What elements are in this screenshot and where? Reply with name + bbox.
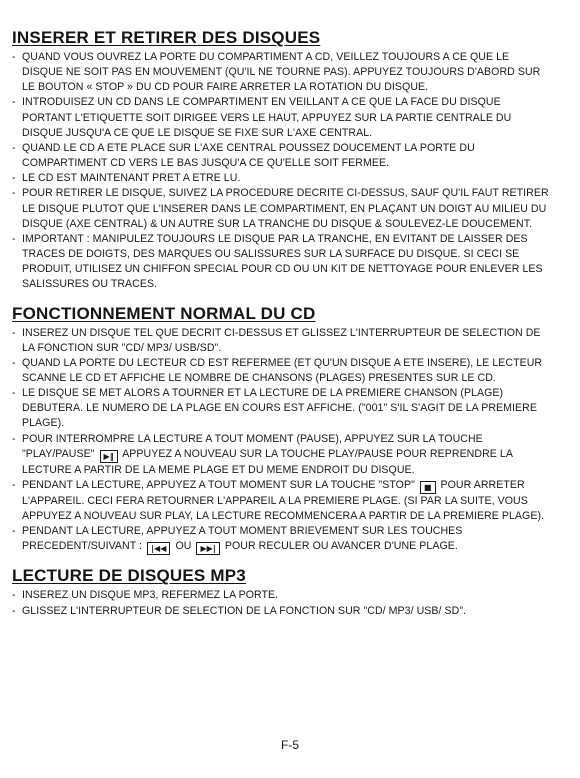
section-normal-operation xyxy=(12,304,550,556)
list-item xyxy=(12,478,550,524)
page-number: F-5 xyxy=(281,738,299,752)
list-item: - INSEREZ UN DISQUE TEL QUE DECRIT CI-DESSUS ET GLISSEZ L'INTERRUPTEUR DE SELECTION DE LA FONCTION SUR "CD/ MP3/ USB/SD". xyxy=(12,326,550,356)
list-item: - QUAND VOUS OUVREZ LA PORTE DU COMPARTIMENT A CD, VEILLEZ TOUJOURS A CE QUE LE DISQUE NE SOIT PAS EN MOUVEMENT (QU'IL NE TOURNE PAS). APPUYEZ TOUJOURS D'ABORD SUR LE BOUTON « STOP » DU CD POUR FAIRE ARRETER LA ROTATION DU DISQUE. xyxy=(12,50,550,95)
section-title: FONCTIONNEMENT NORMAL DU CD xyxy=(12,303,316,323)
list-item: - QUAND LE CD A ETE PLACE SUR L'AXE CENTRAL POUSSEZ DOUCEMENT LA PORTE DU COMPARTIMENT CD VERS LE BAS JUSQU'A CE QU'ELLE SOIT FERMEE. xyxy=(12,141,550,171)
instruction-list xyxy=(12,588,550,618)
list-item xyxy=(12,432,550,478)
item-text: POUR INTERROMPRE LA LECTURE A TOUT MOMENT (PAUSE), APPUYEZ SUR LA TOUCHE "PLAY/PAUSE" xyxy=(22,432,483,460)
list-item: - INSEREZ UN DISQUE MP3, REFERMEZ LA PORTE. xyxy=(12,588,550,603)
list-item: - LE DISQUE SE MET ALORS A TOURNER ET LA LECTURE DE LA PREMIERE CHANSON (PLAGE) DEBUTERA. LE NUMERO DE LA PLAGE EN COURS EST AFFICHE. ("001" S'IL S'AGIT DE LA PREMIERE PLAGE). xyxy=(12,386,550,431)
list-item: - IMPORTANT : MANIPULEZ TOUJOURS LE DISQUE PAR LA TRANCHE, EN EVITANT DE LAISSER DES TRACES DE DOIGTS, DES MARQUES OU SALISSURES SUR LA SURFACE DU DISQUE. SI CECI SE PRODUIT, UTILISEZ UN CHIFFON SPECIAL POUR CD OU UN KIT DE NETTOYAGE POUR ENLEVER LES SALISSURES OU TRACES. xyxy=(12,232,550,293)
next-track-icon: ▶▶| xyxy=(196,542,219,555)
list-item: - POUR RETIRER LE DISQUE, SUIVEZ LA PROCEDURE DECRITE CI-DESSUS, SAUF QU'IL FAUT RETIRER LE DISQUE PLUTOT QUE L'INSERER DANS LE COMPARTIMENT, EN PLAÇANT UN DOIGT AU MILIEU DU DISQUE (AXE CENTRAL) & UN AUTRE SUR LA TRANCHE DU DISQUE & SOULEVEZ-LE DOUCEMENT. xyxy=(12,186,550,231)
list-item: - LE CD EST MAINTENANT PRET A ETRE LU. xyxy=(12,171,550,186)
list-item: - QUAND LA PORTE DU LECTEUR CD EST REFERMEE (ET QU'UN DISQUE A ETE INSERE), LE LECTEUR SCANNE LE CD ET AFFICHE LE NOMBRE DE CHANSONS (PLAGES) PRESENTES SUR LE CD. xyxy=(12,356,550,386)
item-text: POUR RECULER OU AVANCER D'UNE PLAGE. xyxy=(224,540,458,553)
previous-track-icon: |◀◀ xyxy=(147,542,170,555)
item-text: APPUYEZ A NOUVEAU SUR LA TOUCHE PLAY/PAUSE POUR REPRENDRE LA LECTURE A PARTIR DE LA MEME PLAGE ET DU MEME ENDROIT DU DISQUE. xyxy=(22,447,513,476)
instruction-list xyxy=(12,50,550,293)
list-item: - INTRODUISEZ UN CD DANS LE COMPARTIMENT EN VEILLANT A CE QUE LA FACE DU DISQUE PORTANT L'ETIQUETTE SOIT DIRIGEE VERS LE HAUT, APPUYEZ SUR LA PARTIE CENTRALE DU DISQUE JUSQU'A CE QUE LE DISQUE SE FIXE SUR L'AXE CENTRAL. xyxy=(12,95,550,140)
section-title: LECTURE DE DISQUES MP3 xyxy=(12,566,246,586)
item-text: POUR ARRETER L'APPAREIL. CECI FERA RETOURNER L'APPAREIL A LA PREMIERE PLAGE. (SI PAR LA SUITE, VOUS APPUYEZ A NOUVEAU SUR PLAY, LA LECTURE RECOMMENCERA A PARTIR DE LA PREMIERE PLAGE). xyxy=(22,478,545,523)
list-item xyxy=(12,524,550,555)
instruction-list xyxy=(12,326,550,556)
stop-icon: ■ xyxy=(420,481,436,494)
item-text: PENDANT LA LECTURE, APPUYEZ A TOUT MOMENT BRIEVEMENT SUR LES TOUCHES PRECEDENT/SUIVANT : xyxy=(22,525,463,553)
item-text: OU xyxy=(175,540,192,553)
section-insert-remove xyxy=(12,28,550,293)
section-mp3-playback xyxy=(12,566,550,618)
item-text: PENDANT LA LECTURE, APPUYEZ A TOUT MOMENT SUR LA TOUCHE "STOP" xyxy=(22,478,415,491)
play-pause-icon: ▶‖ xyxy=(100,450,118,463)
section-title: INSERER ET RETIRER DES DISQUES xyxy=(12,28,321,47)
list-item: - GLISSEZ L'INTERRUPTEUR DE SELECTION DE LA FONCTION SUR "CD/ MP3/ USB/ SD". xyxy=(12,604,550,619)
